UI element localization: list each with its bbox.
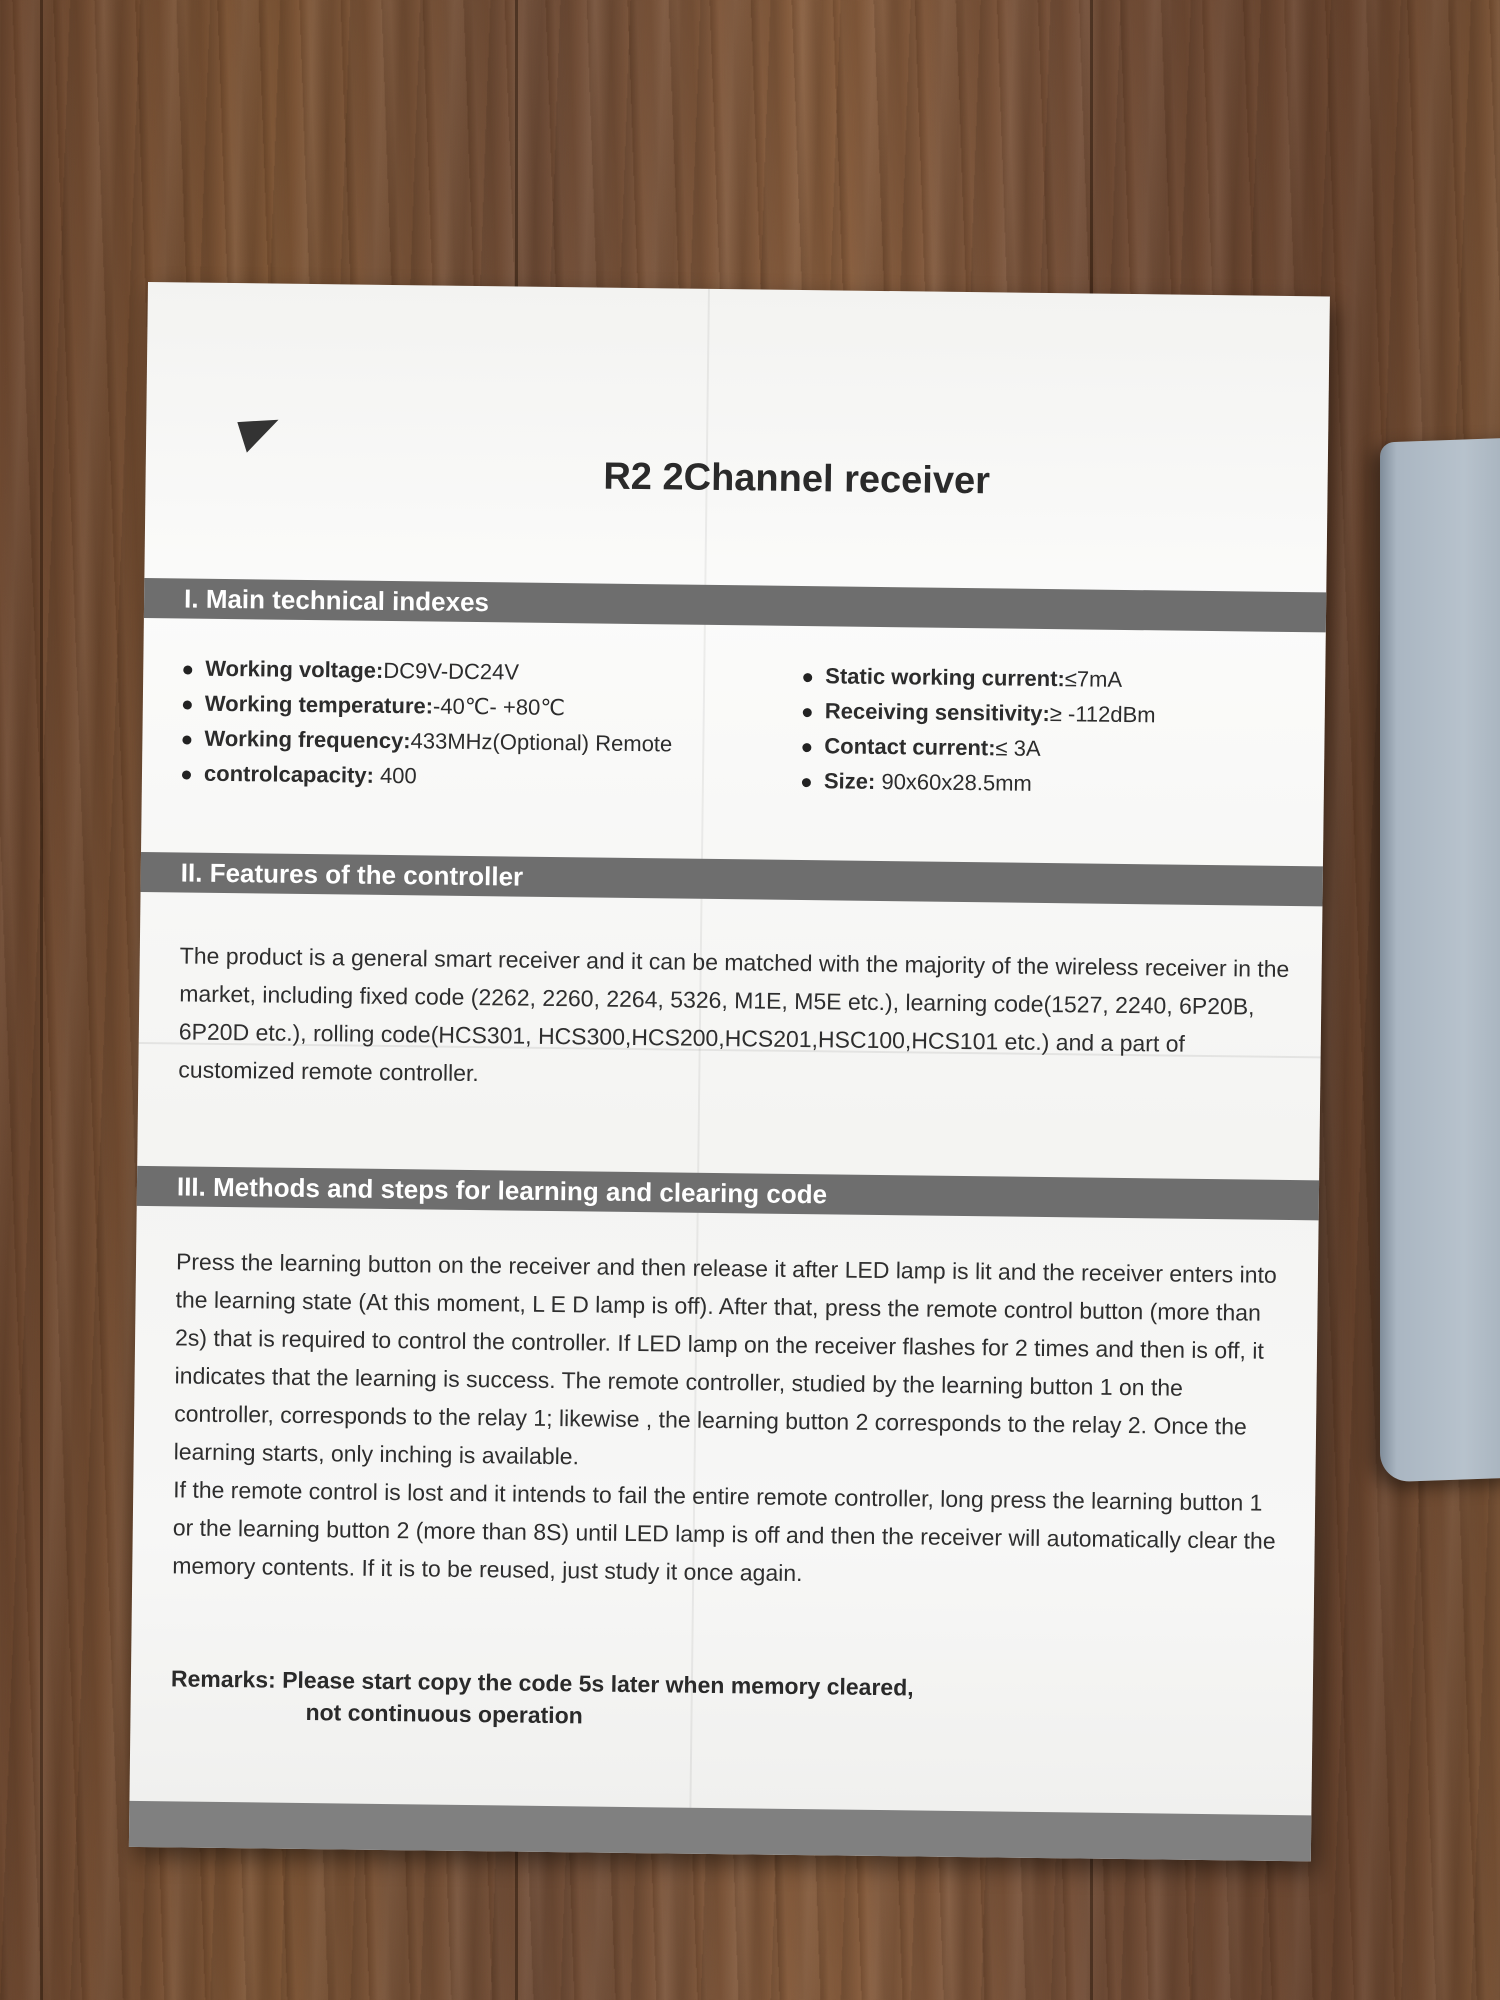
methods-body <box>172 1242 1286 1598</box>
bullet-icon <box>802 778 811 787</box>
document-title: R2 2Channel receiver <box>603 455 991 503</box>
section-heading-main-indexes: I. Main technical indexes <box>144 578 1326 632</box>
features-text: The product is a general smart receiver and it can be matched with the majority of the wireless receiver in the market, including fixed code (2262, 2260, 2264, 5326, M1E, M5E etc.), learning code(1527, 2240, 6P20B, 6P20D etc.), rolling code(HCS301, HCS300,HCS200,HCS201,HSC100,HCS101 etc.) and a part of customized remote controller. <box>178 942 1290 1087</box>
spec-list-right <box>802 658 1156 802</box>
spec-item: Working voltage:DC9V-DC24V <box>183 650 673 691</box>
clearing-paragraph: If the remote control is lost and it intends to fail the entire remote controller, long press the learning button 1 or the learning button 2 (more than 8S) until LED lamp is off and then the receiver will automatically clear the memory contents. If it is to be reused, just study it once again. <box>172 1476 1276 1587</box>
footer-bar <box>129 1801 1311 1861</box>
bullet-icon <box>803 708 812 717</box>
spec-item: controlcapacity: 400 <box>182 755 672 796</box>
spec-item: Receiving sensitivity:≥ -112dBm <box>803 693 1156 732</box>
spec-item: Contact current:≤ 3A <box>802 728 1155 767</box>
instruction-sheet <box>129 282 1330 1861</box>
bullet-icon <box>802 743 811 752</box>
features-paragraph <box>178 936 1290 1102</box>
bullet-icon <box>182 770 191 779</box>
spec-item: Working frequency:433MHz(Optional) Remote <box>182 720 672 761</box>
section-heading-features: II. Features of the controller <box>141 852 1323 906</box>
learning-paragraph: Press the learning button on the receiver and then release it after LED lamp is lit and the receiver enters into the learning state (At this moment, L E D lamp is off). After that, press the remote control button (more than 2s) that is required to control the controller. If LED lamp on the receiver flashes for 2 times and then is off, it indicates that the learning is success. The remote controller, studied by the learning button 1 on the controller, corresponds to the relay 1; likewise , the learning button 2 corresponds to the relay 2. Once the learning starts, only inching is available. <box>173 1248 1277 1470</box>
spec-item: Size: 90x60x28.5mm <box>802 763 1155 802</box>
spec-item: Static working current:≤7mA <box>803 658 1156 697</box>
spec-item: Working temperature:-40℃- +80℃ <box>183 685 673 726</box>
section-heading-methods: III. Methods and steps for learning and clearing code <box>137 1166 1319 1220</box>
remarks-line-1: Remarks: Please start copy the code 5s later when memory cleared, <box>170 1665 914 1701</box>
spec-list-left <box>182 650 674 796</box>
corner-arrow-icon <box>237 410 285 452</box>
bullet-icon <box>183 665 192 674</box>
remarks <box>170 1662 913 1735</box>
remarks-line-2: not continuous operation <box>305 1699 583 1729</box>
bullet-icon <box>183 700 192 709</box>
bullet-icon <box>803 673 812 682</box>
bullet-icon <box>182 735 191 744</box>
receiver-device-edge <box>1380 438 1500 1483</box>
